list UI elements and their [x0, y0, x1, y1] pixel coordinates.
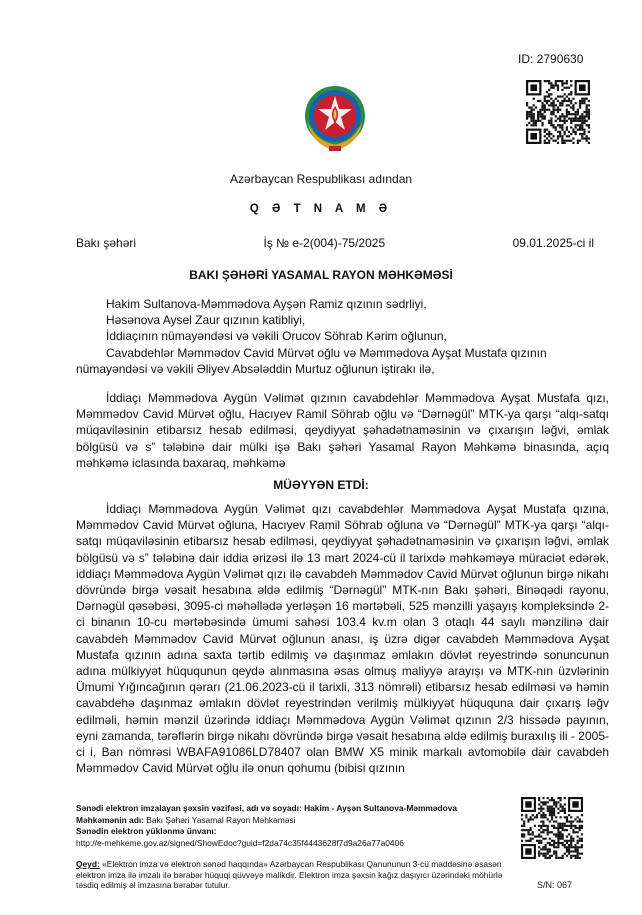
document-title: Q Ə T N A M Ə — [249, 203, 393, 215]
signature-footer — [76, 803, 516, 891]
decision-date: 09.01.2025-ci il — [512, 236, 594, 250]
court-value: Bakı Şəhəri Yasamal Rayon Məhkəməsi — [146, 814, 296, 825]
republic-line: Azərbaycan Respublikası adından — [229, 172, 413, 186]
composition-line: nümayəndəsi və vəkili Əliyev Absələddin Murtuz oğlunun iştirakı ilə, — [76, 361, 435, 376]
court-composition — [76, 296, 609, 377]
court-name: BAKI ŞƏHƏRİ YASAMAL RAYON MƏHKƏMƏSİ — [189, 268, 453, 282]
composition-line: İddiaçının nümayəndəsi və vəkili Orucov Söhrab Kərim oğlunun, — [106, 329, 447, 344]
download-url[interactable]: http://e-mehkeme.gov.az/signed/ShowEdoc?guid=f2da74c35f4443628f7d9a26a77a0406 — [76, 837, 404, 848]
url-label: Sənədin elektron yüklənmə ünvanı: — [76, 826, 217, 836]
city: Bakı şəhəri — [76, 236, 137, 250]
qr-code-icon — [526, 80, 590, 144]
signer-label: Sənədi elektron imzalayan şəxsin vəzifəsi, adı və soyadı: — [76, 803, 302, 813]
composition-line: Cavabdehlər Məmmədov Cavid Mürvət oğlu və Məmmədova Ayşat Mustafa qızının — [106, 345, 547, 360]
case-number: İş № e-2(004)-75/2025 — [263, 236, 386, 250]
serial-number: S/N: 067 — [537, 880, 573, 890]
azerbaijan-coat-of-arms-icon — [302, 82, 368, 154]
intro-paragraph: İddiaçı Məmmədova Aygün Vəlimət qızının cavabdehlər Məmmədova Ayşat Mustafa qızı, Məmmədov Cavid Mürvət oğlu, Hacıyev Ramil Söhrab oğlu və “Dərnəgül” MTK-ya qarşı “alqı-satqı müqaviləsinin etibarsız hesab edilməsi, qeydiyyat şəhadətnaməsinin və çıxarışın ləğvi, əmlak bölgüsü və s” tələbinə dair mülki işə Bakı şəhəri Yasamal Rayon Məhkəmə binasında, açıq məhkəmə iclasında baxaraq, məhkəmə — [76, 391, 609, 470]
document-meta-row — [76, 236, 594, 250]
qr-code-icon — [521, 797, 583, 859]
document-id: ID: 2790630 — [518, 52, 584, 66]
main-paragraph: İddiaçı Məmmədova Aygün Vəlimət qızı cavabdehlər Məmmədova Ayşat Mustafa qızına, Məmmədov Cavid Mürvət oğluna, Hacıyev Ramil Söhrab oğluna və “Dərnəgül” MTK-ya qarşı “alqı-satqı müqaviləsinin etibarsız hesab edilməsi, qeydiyyat şəhadətnaməsinin və çıxarışın ləğvi, əmlak bölgüsü və s” tələbinə dair iddia ərizəsi ilə 13 mart 2024-cü il tarixdə məhkəməyə müraciət edərək, iddiaçı Məmmədova Aygün Vəlimət qızı ilə cavabdeh Məmmədov Cavid Mürvət oğlunun birgə nikahı dövründə birgə vəsait hesabına əldə edilmiş “Dərnəgül” MTK-nın Bakı şəhəri, Binəqədi rayonu, Dərnəgül qəsəbəsi, 3095-ci məhəllədə yerləşən 16 mərtəbəli, 525 mənzilli yaşayış kompleksində 2-ci binanın 10-cu mərtəbəsində ümumi sahəsi 103.4 kv.m olan 3 otaqlı 44 saylı mənzilinə dair cavabdeh Məmmədov Cavid Mürvət oğlunun anası, iş üzrə digər cavabdeh Məmmədova Ayşat Mustafa qızının adına saxta tərtib edilmiş və daşınmaz əmlakın dövlət reyestrində sonuncunun adına mülkiyyət hüququnun qeydə alınmasına əsas olmuş maliyyə arayışı və MTK-nın üzvlərinin Ümumi Yığıncağının qərarı (21.06.2023-cü il tarixli, 313 nömrəli) etibarsız hesab edilməsi və həmin cavabdehə daşınmaz əmlakın dövlət reyestrindən verilmiş mülkiyyət hüququna dair çıxarış ləğv edilməli, həmin mənzil üzərində iddiaçı Məmmədova Aygün Vəlimət qızının 2/3 hissədə payının, eyni zamanda, tərəflərin birgə nikahı dövründə birgə vəsait hesabına əldə edilmiş buraxılış ili - 2005-ci i, Ban nömrəsi WBAFA91086LD78407 olan BMW X5 minik markalı avtomobilə dair cavabdeh Məmmədov Cavid Mürvət oğlu ilə onun qohumu (bibisi qızının — [76, 502, 609, 776]
note-label: Qeyd: — [76, 859, 100, 869]
established-heading: MÜƏYYƏN ETDİ: — [273, 478, 369, 492]
composition-line: Həsənova Aysel Zaur qızının katibliyi, — [106, 313, 306, 328]
composition-line: Hakim Sultanova-Məmmədova Ayşən Ramiz qızının sədrliyi, — [106, 297, 427, 311]
note-text: «Elektron imza və elektron sənəd haqqında» Azərbaycan Respublikası Qanununun 3-cü maddəsinə əsasən elektron imza ilə imzalı ilə bərabər hüquqi qüvvəyə malikdir. Elektron imza şəxsin kağız daşıyıcı üzərindəki möhürlə təsdiq edilmiş əl imzasına bərabər tutulur. — [76, 859, 503, 890]
court-label: Məhkəmənin adı: — [76, 814, 144, 825]
signer-value: Hakim - Ayşən Sultanova-Məmmədova — [304, 803, 458, 813]
